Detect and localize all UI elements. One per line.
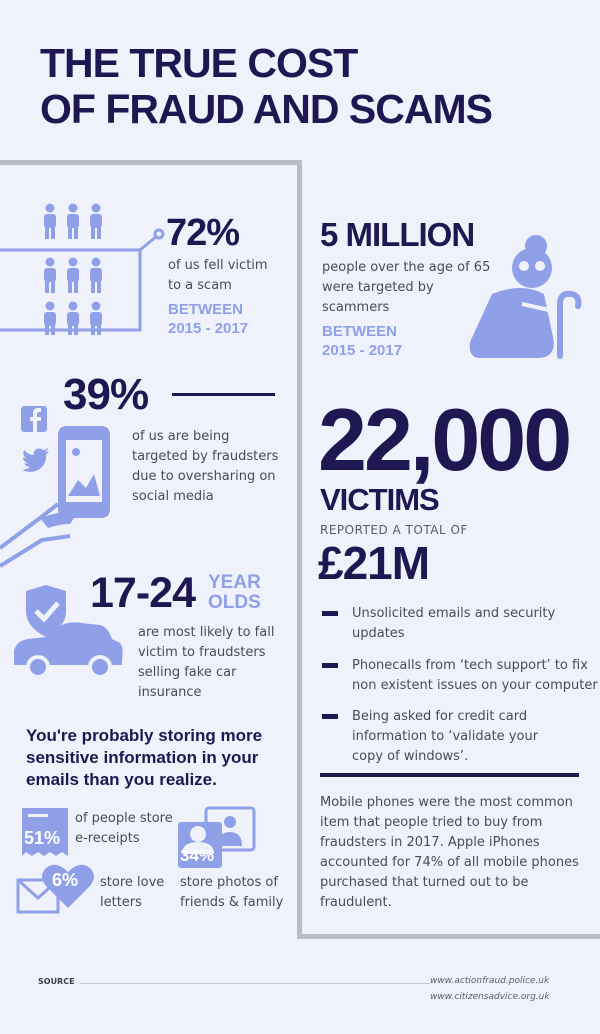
stat-72-text (168, 256, 268, 296)
scam-bullet-3 (322, 714, 338, 719)
footer-url-2[interactable]: www.citizensadvice.org.uk (430, 992, 550, 1002)
stat-age-line-1: are most likely to fall (138, 625, 275, 640)
stat-age-text (138, 623, 274, 703)
stat-5m-line-2: were targeted by (322, 280, 434, 295)
photos-line-2: friends & family (180, 895, 284, 910)
scam-item-3-line-2: information to ‘validate your (352, 729, 539, 744)
scam-item-2-line-2: non existent issues on your computer (352, 678, 598, 693)
footer-source-label: SOURCE (38, 977, 75, 986)
footer-url-1[interactable]: www.actionfraud.police.uk (430, 976, 550, 986)
scam-bullet-1 (322, 611, 338, 616)
receipts-line-2: e-receipts (75, 831, 140, 846)
stat-72-period-2: 2015 - 2017 (168, 320, 249, 337)
stat-39-line-4: social media (132, 489, 214, 504)
stat-22000-reported: REPORTED A TOTAL OF (320, 523, 468, 537)
stat-39-value: 39% (63, 370, 149, 419)
stat-age-unit-2: OLDS (208, 592, 261, 613)
stat-age-value: 17-24 (90, 569, 195, 617)
scam-item-1-line-2: updates (352, 626, 405, 641)
stat-39-rule (172, 393, 275, 396)
title-line-2: OF FRAUD AND SCAMS (40, 86, 492, 132)
photos-text (180, 873, 283, 913)
love-text (100, 873, 164, 913)
stat-22000-value: 22,000 (318, 390, 570, 489)
phones-text (320, 793, 579, 913)
stat-age-unit (208, 573, 261, 613)
scam-item-2 (352, 656, 598, 696)
car-shield-icon (12, 585, 127, 685)
stat-39-text (132, 427, 278, 507)
phones-line-4: accounted for 74% of all mobile phones (320, 855, 579, 870)
scam-bullet-2 (322, 663, 338, 668)
stat-39-line-3: due to oversharing on (132, 469, 276, 484)
stat-age-line-3: selling fake car (138, 665, 237, 680)
page-title (40, 40, 492, 132)
elderly-woman-icon (462, 232, 582, 360)
footer-urls (430, 973, 550, 1005)
photos-line-1: store photos of (180, 875, 278, 890)
email-note-line-1: You're probably storing more (26, 726, 263, 745)
scam-list-rule (320, 773, 579, 777)
stat-39-line-1: of us are being (132, 429, 230, 444)
receipts-pct: 51% (24, 828, 61, 848)
stat-5m-period-2: 2015 - 2017 (322, 342, 403, 359)
stat-age-line-4: insurance (138, 685, 202, 700)
stat-72-value: 72% (166, 212, 240, 254)
love-line-1: store love (100, 875, 165, 890)
love-line-2: letters (100, 895, 142, 910)
stat-72-line-1: of us fell victim (168, 258, 268, 273)
scam-item-2-line-1: Phonecalls from ‘tech support’ to fix (352, 658, 588, 673)
stat-5m-line-1: people over the age of 65 (322, 260, 491, 275)
email-note-line-3: emails than you realize. (26, 770, 217, 789)
photos-pct: 34% (180, 846, 215, 865)
stat-5m-period (322, 322, 402, 360)
love-pct: 6% (52, 870, 79, 890)
scam-item-1 (352, 604, 555, 644)
frame-bottom-border (297, 934, 600, 939)
frame-vertical-divider (297, 160, 302, 938)
phones-line-2: item that people tried to buy from (320, 815, 543, 830)
stat-72-period (168, 300, 248, 338)
phones-line-3: fraudsters in 2017. Apple iPhones (320, 835, 540, 850)
people-grid-icon (0, 200, 175, 335)
phones-line-1: Mobile phones were the most common (320, 795, 573, 810)
scam-item-3-line-3: copy of windows’. (352, 749, 469, 764)
receipts-text (75, 809, 173, 849)
phones-line-6: fraudulent. (320, 895, 392, 910)
stat-72-period-1: BETWEEN (168, 301, 243, 318)
stat-22000-victims: VICTIMS (320, 482, 439, 517)
frame-top-border (0, 160, 300, 165)
stat-5m-period-1: BETWEEN (322, 323, 397, 340)
footer-divider (80, 983, 430, 984)
stat-age-unit-1: YEAR (208, 572, 261, 593)
phones-line-5: purchased that turned out to be (320, 875, 529, 890)
stat-72-line-2: to a scam (168, 278, 232, 293)
stat-22000-amount: £21M (318, 537, 430, 589)
email-note (26, 725, 262, 791)
stat-age-line-2: victim to fraudsters (138, 645, 266, 660)
scam-item-3-line-1: Being asked for credit card (352, 709, 528, 724)
hand-phone-icon (0, 420, 115, 570)
title-line-1: THE TRUE COST (40, 40, 358, 86)
scam-item-1-line-1: Unsolicited emails and security (352, 606, 556, 621)
receipts-line-1: of people store (75, 811, 173, 826)
email-note-line-2: sensitive information in your (26, 748, 259, 767)
stat-5m-value: 5 MILLION (320, 216, 475, 253)
stat-5m-line-3: scammers (322, 300, 390, 315)
stat-39-line-2: targeted by fraudsters (132, 449, 279, 464)
scam-item-3 (352, 707, 538, 767)
